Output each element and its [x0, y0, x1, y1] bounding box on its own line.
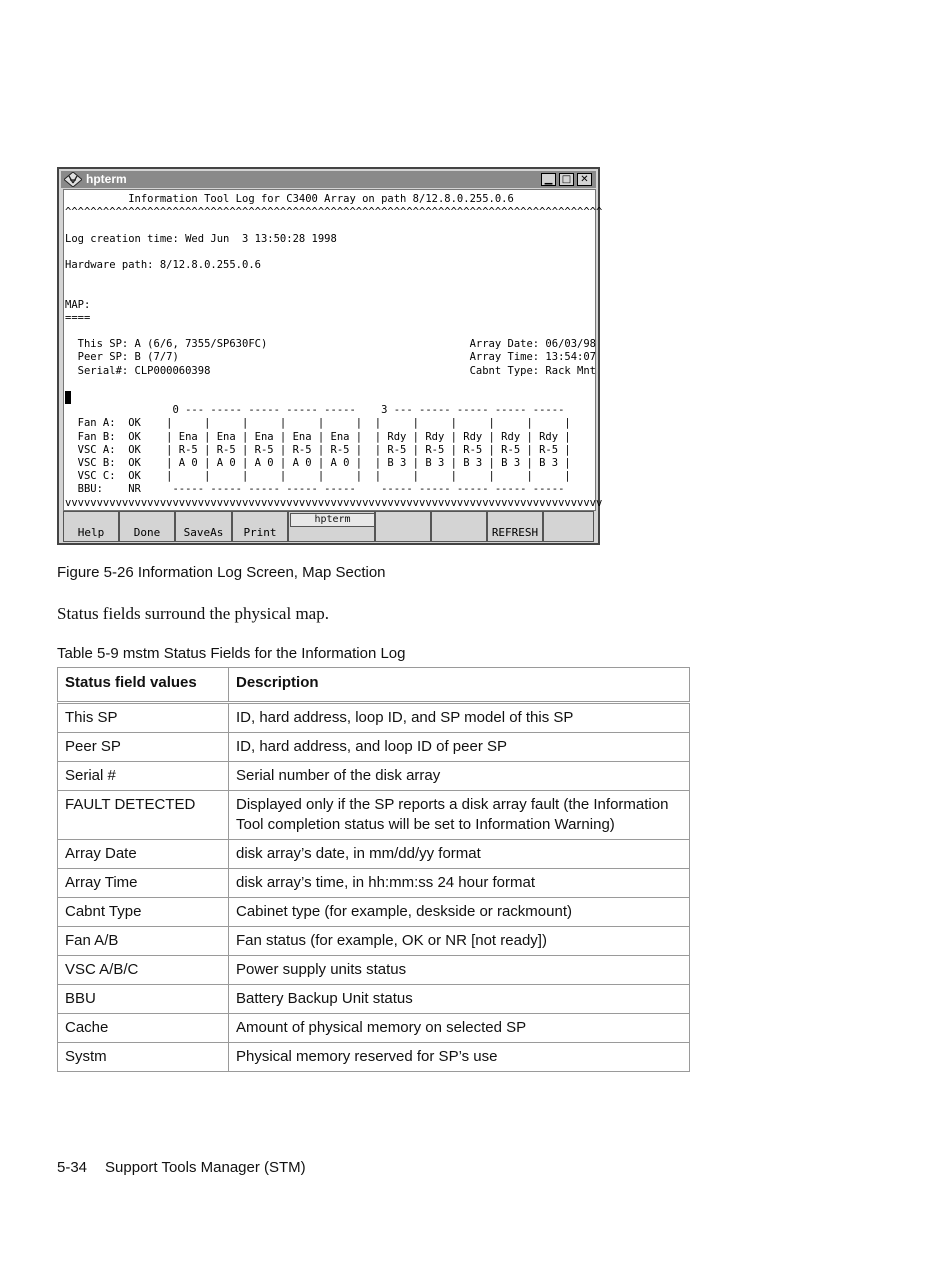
terminal-line: ^^^^^^^^^^^^^^^^^^^^^^^^^^^^^^^^^^^^^^^^^^^^^^^^^^^^^^^^^^^^^^^^^^^^^^^^^^^^^^^^^^^^^ [65, 206, 603, 219]
hp-logo-icon[interactable] [64, 172, 82, 187]
footer-section-title: Support Tools Manager (STM) [105, 1159, 306, 1176]
terminal-line: Serial#: CLP000060398 Cabnt Type: Rack Mnt [65, 364, 597, 377]
terminal-line: Fan B: OK | Ena | Ena | Ena | Ena | Ena | | Rdy | Rdy | Rdy | Rdy | Rdy | [65, 430, 571, 443]
hpterm-softkey-label: hpterm [290, 513, 375, 527]
refresh-softkey[interactable] [487, 511, 543, 542]
print-softkey-label: Print [243, 526, 277, 539]
terminal-line: 0 --- ----- ----- ----- ----- 3 --- ----- ----- ----- ----- [65, 404, 565, 417]
table-header-row [58, 668, 690, 703]
status-field-cell: Array Time [58, 869, 229, 898]
terminal-line: This SP: A (6/6, 7355/SP630FC) Array Date: 06/03/98 [65, 338, 597, 351]
table-row [58, 791, 690, 840]
table-row [58, 985, 690, 1014]
status-field-cell: Systm [58, 1043, 229, 1072]
minimize-icon[interactable]: ▁ [541, 173, 556, 186]
status-field-cell: FAULT DETECTED [58, 791, 229, 840]
table-row [58, 733, 690, 762]
table-row [58, 869, 690, 898]
table-row [58, 703, 690, 733]
terminal-line: ==== [65, 311, 91, 324]
page-footer [57, 1159, 306, 1176]
print-softkey[interactable] [232, 511, 288, 542]
description-cell: Cabinet type (for example, deskside or rackmount) [229, 898, 690, 927]
terminal-line: Fan A: OK | | | | | | | | | | | | [65, 417, 571, 430]
status-field-cell: BBU [58, 985, 229, 1014]
hpterm-window [57, 167, 603, 545]
description-cell: disk array’s date, in mm/dd/yy format [229, 840, 690, 869]
text-cursor [65, 391, 71, 404]
window-title: hpterm [86, 172, 127, 186]
table-row [58, 898, 690, 927]
help-softkey[interactable] [63, 511, 119, 542]
figure-caption: Figure 5-26 Information Log Screen, Map Section [57, 564, 386, 581]
page-number: 5-34 [57, 1159, 88, 1176]
description-cell: Physical memory reserved for SP’s use [229, 1043, 690, 1072]
terminal-line: BBU: NR ----- ----- ----- ----- ----- ----- ----- ----- ----- ----- [65, 483, 565, 496]
close-icon[interactable]: ✕ [577, 173, 592, 186]
table-row [58, 1014, 690, 1043]
table-row [58, 840, 690, 869]
blank-softkey-7[interactable] [431, 511, 487, 542]
saveas-softkey-label: SaveAs [183, 526, 224, 539]
terminal-screen[interactable] [63, 189, 603, 511]
table-row [58, 927, 690, 956]
terminal-line: vvvvvvvvvvvvvvvvvvvvvvvvvvvvvvvvvvvvvvvvvvvvvvvvvvvvvvvvvvvvvvvvvvvvvvvvvvvvvvvvvvvvv [65, 496, 603, 509]
softkey-bar [63, 511, 594, 542]
refresh-softkey-label: REFRESH [491, 526, 539, 539]
terminal-line: MAP: [65, 298, 91, 311]
description-cell: Battery Backup Unit status [229, 985, 690, 1014]
blank-softkey-6[interactable] [375, 511, 431, 542]
status-field-cell: Peer SP [58, 733, 229, 762]
description-cell: ID, hard address, loop ID, and SP model of this SP [229, 703, 690, 733]
done-softkey-label: Done [133, 526, 161, 539]
status-field-cell: Cabnt Type [58, 898, 229, 927]
column-header: Description [229, 668, 690, 703]
table-caption: Table 5-9 mstm Status Fields for the Information Log [57, 645, 406, 662]
description-cell: Serial number of the disk array [229, 762, 690, 791]
saveas-softkey[interactable] [175, 511, 232, 542]
status-field-cell: VSC A/B/C [58, 956, 229, 985]
terminal-line: VSC A: OK | R-5 | R-5 | R-5 | R-5 | R-5 | | R-5 | R-5 | R-5 | R-5 | R-5 | [65, 443, 571, 456]
description-cell: ID, hard address, and loop ID of peer SP [229, 733, 690, 762]
status-fields-table [57, 667, 690, 1072]
status-field-cell: Array Date [58, 840, 229, 869]
table-row [58, 956, 690, 985]
terminal-line: VSC C: OK | | | | | | | | | | | | [65, 470, 571, 483]
terminal-line: Information Tool Log for C3400 Array on path 8/12.8.0.255.0.6 [65, 193, 514, 205]
terminal-line: Hardware path: 8/12.8.0.255.0.6 [65, 259, 261, 272]
maximize-icon[interactable]: □ [559, 173, 574, 186]
terminal-line: VSC B: OK | A 0 | A 0 | A 0 | A 0 | A 0 | | B 3 | B 3 | B 3 | B 3 | B 3 | [65, 457, 571, 470]
help-softkey-label: Help [77, 526, 105, 539]
status-field-cell: This SP [58, 703, 229, 733]
terminal-line: Peer SP: B (7/7) Array Time: 13:54:07 [65, 351, 597, 364]
blank-softkey-8[interactable] [543, 511, 594, 542]
description-cell: Fan status (for example, OK or NR [not ready]) [229, 927, 690, 956]
intro-paragraph: Status fields surround the physical map. [57, 604, 329, 623]
table-row [58, 762, 690, 791]
description-cell: disk array’s time, in hh:mm:ss 24 hour format [229, 869, 690, 898]
terminal-line: Log creation time: Wed Jun 3 13:50:28 1998 [65, 232, 337, 245]
description-cell: Amount of physical memory on selected SP [229, 1014, 690, 1043]
description-cell: Power supply units status [229, 956, 690, 985]
status-field-cell: Cache [58, 1014, 229, 1043]
column-header: Status field values [58, 668, 229, 703]
window-titlebar[interactable] [61, 171, 596, 188]
terminal-output [65, 193, 602, 510]
description-cell: Displayed only if the SP reports a disk array fault (the Information Tool completion status will be set to Information Warning) [229, 791, 690, 840]
table-row [58, 1043, 690, 1072]
done-softkey[interactable] [119, 511, 175, 542]
status-field-cell: Serial # [58, 762, 229, 791]
status-field-cell: Fan A/B [58, 927, 229, 956]
